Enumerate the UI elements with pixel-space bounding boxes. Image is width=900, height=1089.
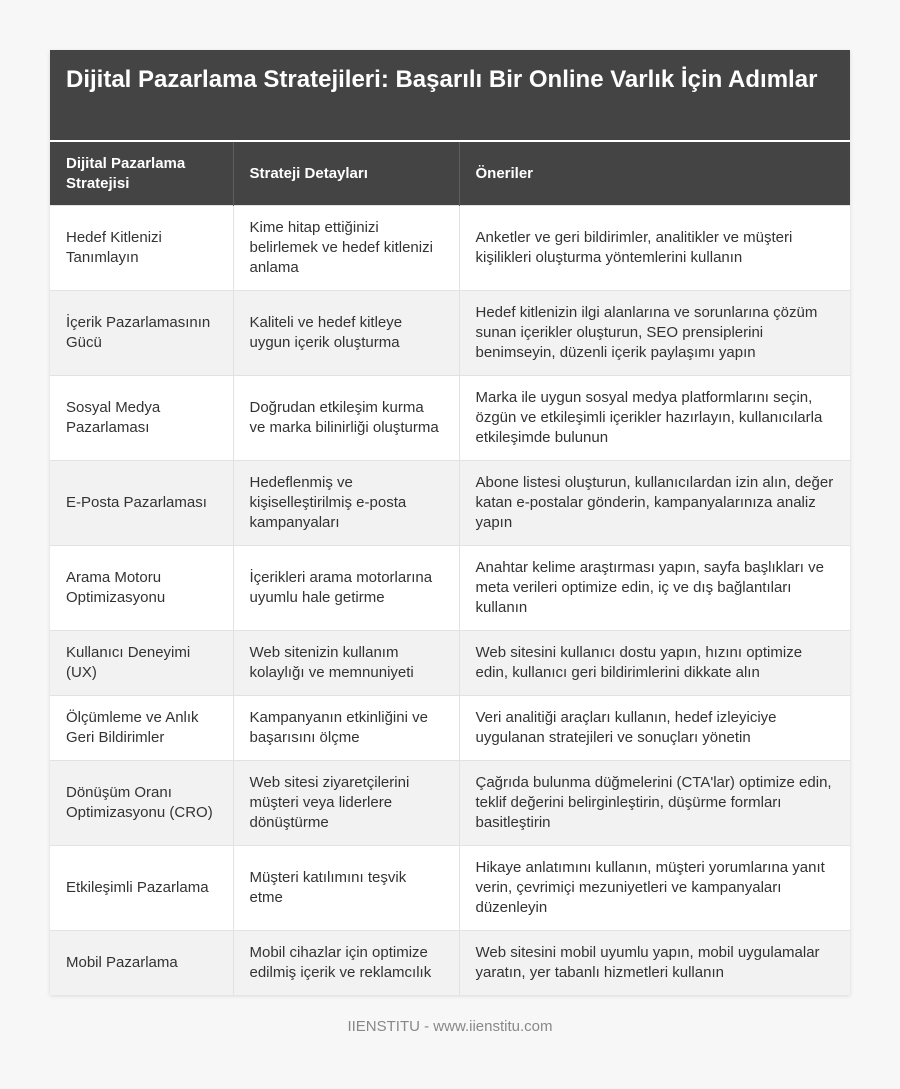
details-cell: Mobil cihazlar için optimize edilmiş içerik ve reklamcılık [233, 931, 459, 996]
table-header [50, 142, 850, 206]
details-cell: Web sitenizin kullanım kolaylığı ve memnuniyeti [233, 631, 459, 696]
details-cell: İçerikleri arama motorlarına uyumlu hale getirme [233, 546, 459, 631]
recommendations-cell: Hikaye anlatımını kullanın, müşteri yorumlarına yanıt verin, çevrimiçi mezuniyetleri ve kampanyaları düzenleyin [459, 846, 850, 931]
details-cell: Kampanyanın etkinliğini ve başarısını ölçme [233, 696, 459, 761]
strategy-cell: Arama Motoru Optimizasyonu [50, 546, 233, 631]
recommendations-cell: Hedef kitlenizin ilgi alanlarına ve sorunlarına çözüm sunan içerikler oluşturun, SEO prensiplerini benimseyin, düzenli içerik paylaşımı yapın [459, 291, 850, 376]
strategy-cell: İçerik Pazarlamasının Gücü [50, 291, 233, 376]
recommendations-cell: Çağrıda bulunma düğmelerini (CTA'lar) optimize edin, teklif değerini belirginleştirin, düşürme formları basitleştirin [459, 761, 850, 846]
table-row [50, 291, 850, 376]
recommendations-cell: Web sitesini kullanıcı dostu yapın, hızını optimize edin, kullanıcı geri bildirimlerini dikkate alın [459, 631, 850, 696]
strategy-cell: Kullanıcı Deneyimi (UX) [50, 631, 233, 696]
table-row [50, 696, 850, 761]
footer-credit: IIENSTITU - www.iienstitu.com [347, 1018, 553, 1035]
table-row [50, 931, 850, 996]
table-title: Dijital Pazarlama Stratejileri: Başarılı Bir Online Varlık İçin Adımlar [50, 50, 850, 140]
column-header-strategy: Dijital Pazarlama Stratejisi [50, 142, 233, 206]
strategy-table [50, 142, 850, 995]
strategy-cell: Hedef Kitlenizi Tanımlayın [50, 206, 233, 291]
table-row [50, 546, 850, 631]
table-body [50, 206, 850, 996]
table-row [50, 846, 850, 931]
details-cell: Hedeflenmiş ve kişiselleştirilmiş e-posta kampanyaları [233, 461, 459, 546]
table-row [50, 761, 850, 846]
strategy-cell: Dönüşüm Oranı Optimizasyonu (CRO) [50, 761, 233, 846]
column-header-recommendations: Öneriler [459, 142, 850, 206]
table-row [50, 631, 850, 696]
recommendations-cell: Web sitesini mobil uyumlu yapın, mobil uygulamalar yaratın, yer tabanlı hizmetleri kullanın [459, 931, 850, 996]
recommendations-cell: Veri analitiği araçları kullanın, hedef izleyiciye uygulanan stratejileri ve sonuçları yönetin [459, 696, 850, 761]
details-cell: Web sitesi ziyaretçilerini müşteri veya liderlere dönüştürme [233, 761, 459, 846]
table-row [50, 206, 850, 291]
strategy-cell: Sosyal Medya Pazarlaması [50, 376, 233, 461]
recommendations-cell: Anahtar kelime araştırması yapın, sayfa başlıkları ve meta verileri optimize edin, iç ve dış bağlantıları kullanın [459, 546, 850, 631]
details-cell: Kaliteli ve hedef kitleye uygun içerik oluşturma [233, 291, 459, 376]
strategy-cell: Mobil Pazarlama [50, 931, 233, 996]
recommendations-cell: Abone listesi oluşturun, kullanıcılardan izin alın, değer katan e-postalar gönderin, kampanyalarınıza analiz yapın [459, 461, 850, 546]
details-cell: Doğrudan etkileşim kurma ve marka bilinirliği oluşturma [233, 376, 459, 461]
details-cell: Müşteri katılımını teşvik etme [233, 846, 459, 931]
table-row [50, 461, 850, 546]
table-row [50, 376, 850, 461]
strategy-cell: E-Posta Pazarlaması [50, 461, 233, 546]
column-header-details: Strateji Detayları [233, 142, 459, 206]
strategy-cell: Ölçümleme ve Anlık Geri Bildirimler [50, 696, 233, 761]
details-cell: Kime hitap ettiğinizi belirlemek ve hedef kitlenizi anlama [233, 206, 459, 291]
recommendations-cell: Anketler ve geri bildirimler, analitikler ve müşteri kişilikleri oluşturma yöntemlerini kullanın [459, 206, 850, 291]
recommendations-cell: Marka ile uygun sosyal medya platformlarını seçin, özgün ve etkileşimli içerikler hazırlayın, kullanıcılarla etkileşimde bulunun [459, 376, 850, 461]
strategy-table-card [50, 50, 850, 995]
strategy-cell: Etkileşimli Pazarlama [50, 846, 233, 931]
